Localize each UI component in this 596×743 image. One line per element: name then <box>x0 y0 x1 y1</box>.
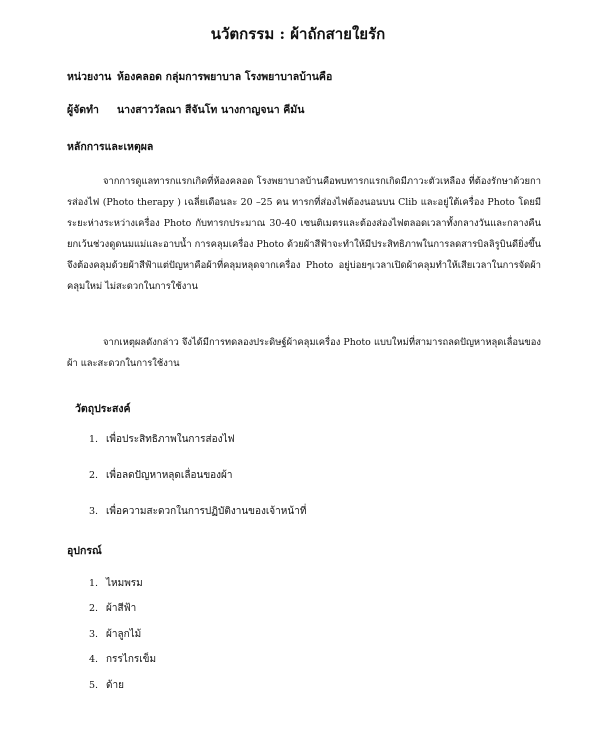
unit-label: หน่วยงาน <box>67 71 112 83</box>
objectives-heading: วัตถุประสงค์ <box>75 403 131 415</box>
list-item-text: เพื่อประสิทธิภาพในการส่องไฟ <box>106 434 235 445</box>
list-item-number: 3. <box>89 506 99 517</box>
list-item <box>89 601 156 626</box>
list-item <box>89 678 156 703</box>
list-item-text: ผ้าสีฟ้า <box>106 603 137 615</box>
maker-value: นางสาววัลณา สีจันโท นางกาญจนา คีมัน <box>117 104 305 116</box>
objectives-list <box>89 432 306 540</box>
list-item-number: 5. <box>89 679 99 691</box>
maker-row <box>67 101 304 118</box>
list-item-number: 4. <box>89 654 99 666</box>
list-item <box>89 504 306 540</box>
unit-row <box>67 68 332 85</box>
list-item-text: เพื่อความสะดวกในการปฏิบัติงานของเจ้าหน้าที่ <box>106 506 307 517</box>
list-item-number: 2. <box>89 470 99 481</box>
list-item <box>89 627 156 652</box>
principle-heading: หลักการและเหตุผล <box>67 141 154 153</box>
list-item <box>89 652 156 677</box>
list-item <box>89 576 156 601</box>
list-item <box>89 468 306 504</box>
list-item <box>89 432 306 468</box>
equipment-heading: อุปกรณ์ <box>67 545 102 557</box>
list-item-number: 2. <box>89 603 99 615</box>
list-item-text: เพื่อลดปัญหาหลุดเลื่อนของผ้า <box>106 470 233 481</box>
list-item-number: 1. <box>89 578 99 589</box>
list-item-number: 1. <box>89 434 99 445</box>
maker-label: ผู้จัดทำ <box>67 104 99 116</box>
document-title: นวัตกรรม : ผ้าถักสายใยรัก <box>210 25 386 43</box>
unit-value: ห้องคลอด กลุ่มการพยาบาล โรงพยาบาลบ้านคือ <box>117 71 333 83</box>
equipment-list <box>89 576 156 703</box>
principle-paragraph-1: จากการดูแลทารกแรกเกิดที่ห้องคลอด โรงพยาบาลบ้านคือพบทารกแรกเกิดมีภาวะตัวเหลือง ที่ต้องรักษาด้วยการส่องไฟ (Photo therapy ) เฉลี่ยเดือนละ 20 –25 คน ทารกที่ส่องไฟต้องนอนบน Clib และอยู่ใต้เครื่อง Photo โดยมีระยะห่างระหว่างเครื่อง Photo กับทารกประมาณ 30-40 เซนติเมตรและต้องส่องไฟตลอดเวลาทั้งกลางวันและกลางคืน ยกเว้นช่วงดูดนมแม่และอาบน้ำ การคลุมเครื่อง Photo ด้วยผ้าสีฟ้าจะทำให้มีประสิทธิภาพในการลดสารบิลลิรูบินดียิ่งขึ้น จึงต้องคลุมด้วยผ้าสีฟ้าแต่ปัญหาคือผ้าที่คลุมหลุดจากเครื่อง Photo อยู่บ่อยๆเวลาเปิดผ้าคลุมทำให้เสียเวลาในการจัดผ้าคลุมใหม่ ไม่สะดวกในการใช้งาน <box>67 176 541 292</box>
list-item-text: กรรไกรเข็ม <box>106 654 157 666</box>
list-item-number: 3. <box>89 628 99 640</box>
list-item-text: ไหมพรม <box>106 578 143 589</box>
list-item-text: ผ้าลูกไม้ <box>106 628 142 640</box>
list-item-text: ด้าย <box>106 679 124 691</box>
principle-paragraph-2: จากเหตุผลดังกล่าว จึงได้มีการทดลองประดิษฐ์ผ้าคลุมเครื่อง Photo แบบใหม่ที่สามารถลดปัญหาหลุดเลื่อนของผ้า และสะดวกในการใช้งาน <box>67 337 541 369</box>
